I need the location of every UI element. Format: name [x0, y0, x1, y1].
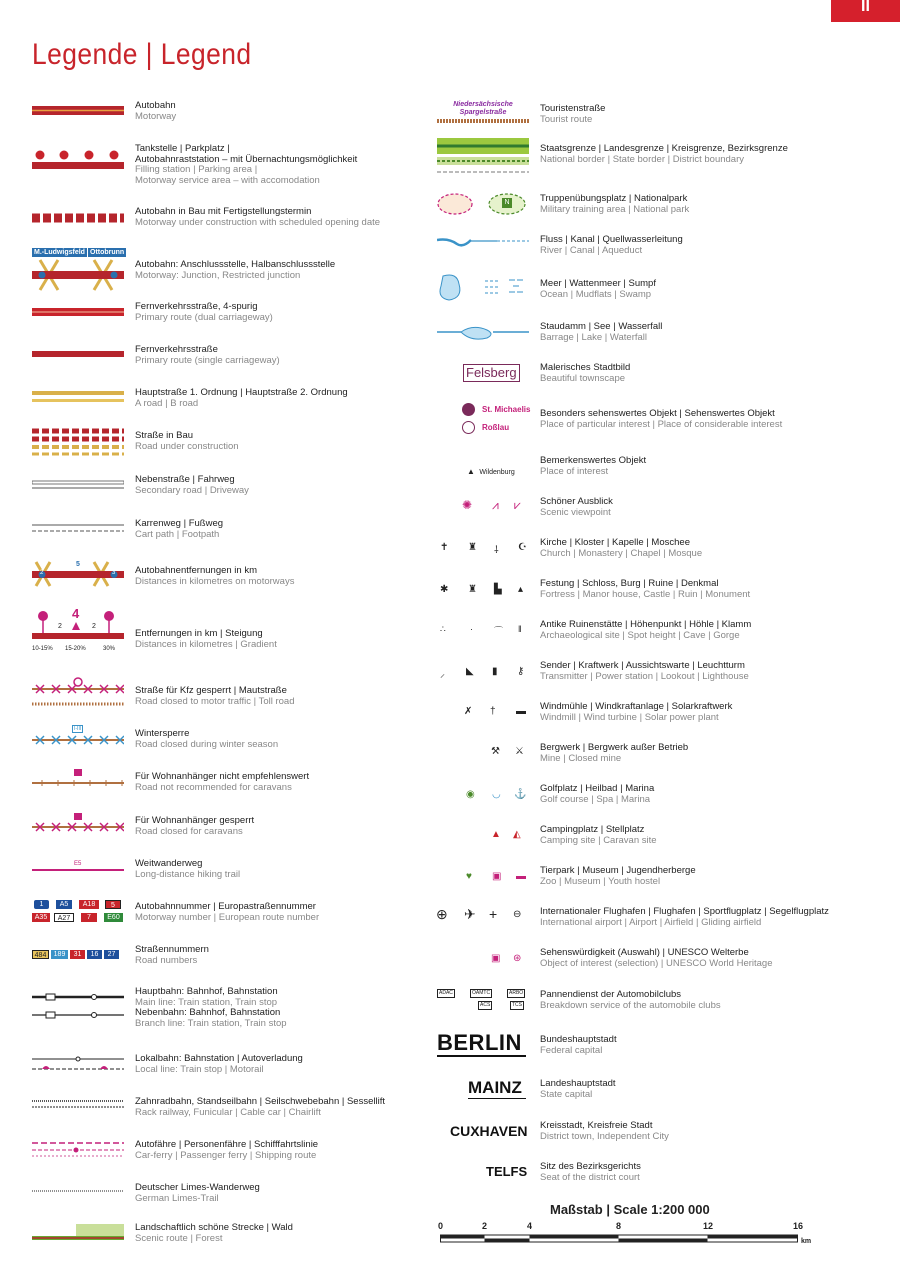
trail-badge: E5 — [74, 861, 82, 867]
hiking-trail-symbol — [32, 860, 124, 874]
river-symbol — [437, 234, 529, 250]
city-berlin: BERLIN — [437, 1030, 522, 1055]
sight-icon: ▣ — [491, 953, 501, 964]
legend-federal-capital: Bundeshauptstadt Federal capital — [540, 1034, 617, 1056]
legend-motorway-distances: Autobahnentfernungen in km Distances in kilometres on motorways — [135, 565, 295, 587]
legend-camping: Campingplatz | Stellplatz Camping site | Caravan site — [540, 824, 657, 846]
legend-mine: Bergwerk | Bergwerk außer Betrieb Mine | Closed mine — [540, 742, 689, 764]
oamtc-badge: ÖAMTC — [472, 990, 491, 996]
legend-motorway: Autobahn Motorway — [135, 100, 177, 122]
route-number-shields — [32, 900, 124, 924]
local-railway-symbol — [32, 1055, 124, 1073]
scale-unit: km — [801, 1238, 812, 1245]
legend-filling-station: Tankstelle | Parkplatz | Autobahnraststation – mit Übernachtungsmöglichkeit Filling station | Parking area | Motorway service area – with accomodation — [135, 143, 358, 186]
caravan-not-recommended-symbol — [32, 768, 124, 788]
acs-badge: ACS — [480, 1002, 491, 1008]
primary-route-dual-symbol — [32, 307, 124, 317]
scale-tick-4: 4 — [527, 1221, 533, 1231]
viewpoint-icon-3: ⩗ — [514, 498, 521, 512]
lookout-icon: ▮ — [492, 666, 498, 677]
junction-label-1: M.-Ludwigsfeld — [34, 249, 85, 256]
rack-railway-symbol — [32, 1098, 124, 1110]
poi-label-2: Roßlau — [482, 423, 510, 432]
cave-icon: ⌒ — [494, 626, 504, 636]
chapel-icon: ⸸ — [494, 545, 499, 556]
shield-a5: A5 — [56, 900, 72, 909]
service-station-symbol — [32, 148, 124, 172]
legend-rack-railway: Zahnradbahn, Standseilbahn | Seilschwebebahn | Sessellift Rack railway, Funicular | Cable car | Chairlift — [135, 1096, 385, 1118]
ruin-icon: ▙ — [494, 584, 502, 595]
spa-icon: ◡ — [492, 789, 501, 800]
gliding-airfield-icon: ⊖ — [513, 909, 522, 920]
shield-16: 16 — [87, 950, 102, 959]
legend-winter-closure: Wintersperre Road closed during winter season — [135, 728, 279, 750]
legend-ocean: Meer | Wattenmeer | Sumpf Ocean | Mudflats | Swamp — [540, 278, 656, 300]
airport-icon: ✈ — [464, 906, 476, 922]
legend-border: Staatsgrenze | Landesgrenze | Kreisgrenze, Bezirksgrenze National border | State border | District boundary — [540, 143, 788, 165]
motorway-distance-symbol — [32, 558, 124, 588]
military-national-park-symbol — [437, 193, 529, 217]
house-icon: ▲ — [467, 467, 475, 476]
legend-route-numbers: Autobahnnummer | Europastraßennummer Motorway number | European route number — [135, 901, 320, 923]
legend-zoo: Tierpark | Museum | Jugendherberge Zoo | Museum | Youth hostel — [540, 865, 696, 887]
object-of-interest-icons — [491, 953, 531, 967]
place-of-interest-small — [467, 461, 527, 476]
windmill-icon: ✗ — [464, 706, 473, 717]
shield-a35: A35 — [32, 913, 50, 922]
junction-symbol — [32, 248, 124, 292]
fortress-icons — [440, 584, 530, 598]
scale-tick-8: 8 — [616, 1221, 622, 1231]
distance-gradient-symbol — [32, 606, 124, 656]
scale-tick-2: 2 — [482, 1221, 488, 1231]
shield-motorway-1: 1 — [34, 900, 49, 909]
scale-title: Maßstab | Scale 1:200 000 — [550, 1202, 710, 1217]
legend-motorway-construction: Autobahn in Bau mit Fertigstellungstermin Motorway under construction with scheduled opening date — [135, 206, 381, 228]
legend-transmitter: Sender | Kraftwerk | Aussichtswarte | Leuchtturm Transmitter | Power station | Lookout | Lighthouse — [540, 660, 749, 682]
page-title: Legende | Legend — [32, 38, 252, 71]
youth-hostel-icon: ▬ — [516, 871, 526, 882]
legend-junction: Autobahn: Anschlussstelle, Halbanschlussstelle Motorway: Junction, Restricted junction — [135, 259, 336, 281]
viewpoint-icon: ✺ — [462, 498, 473, 512]
gradient-2: 15-20% — [65, 646, 86, 652]
shield-e60: E60 — [104, 913, 123, 922]
distance-num-2: 5 — [76, 561, 80, 568]
power-station-icon: ◣ — [466, 666, 474, 677]
page-tab: II — [831, 0, 900, 22]
viewpoint-icons — [462, 498, 532, 514]
legend-local-railway: Lokalbahn: Bahnstation | Autoverladung Local line: Train stop | Motorail — [135, 1053, 303, 1075]
spot-height-icon: · — [470, 624, 473, 634]
shield-27: 27 — [104, 950, 119, 959]
distance-main: 4 — [72, 606, 80, 621]
fortress-icon: ✱ — [440, 584, 449, 595]
winter-badge: I-III — [74, 726, 82, 732]
legend-road-closed: Straße für Kfz gesperrt | Mautstraße Road closed to motor traffic | Toll road — [135, 685, 295, 707]
camping-icon: ▲ — [491, 829, 501, 840]
transmitter-icon: ⸝ — [440, 669, 445, 680]
caravan-site-icon: ◭ — [513, 829, 521, 840]
legend-breakdown: Pannendienst der Automobilclubs Breakdown service of the automobile clubs — [540, 989, 721, 1011]
wildenburg-label: Wildenburg — [479, 469, 515, 476]
legend-distances-gradient: Entfernungen in km | Steigung Distances in kilometres | Gradient — [135, 628, 277, 650]
distance-num-b: 2 — [92, 623, 96, 630]
legend-a-road: Hauptstraße 1. Ordnung | Hauptstraße 2. Ordnung A road | B road — [135, 387, 348, 409]
archaeological-icon: ∴ — [440, 624, 446, 634]
legend-road-construction: Straße in Bau Road under construction — [135, 430, 239, 452]
gradient-1: 10-15% — [32, 646, 53, 652]
border-symbol — [437, 138, 529, 176]
legend-ferry: Autofähre | Personenfähre | Schifffahrtslinie Car-ferry | Passenger ferry | Shipping route — [135, 1139, 319, 1161]
city-telfs: TELFS — [486, 1164, 528, 1179]
scale-tick-0: 0 — [438, 1221, 444, 1231]
limes-trail-symbol — [32, 1188, 124, 1194]
church-icons — [440, 542, 530, 556]
lake-symbol — [437, 322, 529, 342]
scale-tick-16: 16 — [793, 1221, 804, 1231]
distance-num-3: 3 — [112, 570, 116, 576]
shield-5: 5 — [105, 900, 121, 909]
zoo-icons — [466, 871, 536, 885]
legend-viewpoint: Schöner Ausblick Scenic viewpoint — [540, 496, 613, 518]
junction-label-2: Ottobrunn — [90, 249, 125, 256]
legend-caravan-not-recommended: Für Wohnanhänger nicht empfehlenswert Road not recommended for caravans — [135, 771, 310, 793]
legend-primary-dual: Fernverkehrsstraße, 4-spurig Primary route (dual carriageway) — [135, 301, 273, 323]
winter-closure-symbol — [32, 725, 124, 747]
church-icon: ✝ — [440, 542, 449, 553]
legend-limes-trail: Deutscher Limes-Wanderweg German Limes-Trail — [135, 1182, 260, 1204]
shield-189: 189 — [51, 950, 68, 959]
airfield-icon: + — [489, 906, 498, 922]
legend-caravan-closed: Für Wohnanhänger gesperrt Road closed for caravans — [135, 815, 255, 837]
archaeological-icons — [440, 624, 530, 638]
legend-primary: Fernverkehrsstraße Primary route (single carriageway) — [135, 344, 280, 366]
shield-484: 484 — [32, 950, 49, 959]
golf-icons — [466, 789, 536, 803]
place-of-interest-symbol — [462, 403, 542, 437]
legend-object-of-interest: Sehenswürdigkeit (Auswahl) | UNESCO Welterbe Object of interest (selection) | UNESCO World Heritage — [540, 947, 773, 969]
museum-icon: ▣ — [492, 871, 502, 882]
solar-plant-icon: ▬ — [516, 706, 526, 717]
legend-place-of-interest: Bemerkenswertes Objekt Place of interest — [540, 455, 647, 477]
gradient-3: 30% — [103, 646, 116, 652]
national-park-badge: N — [502, 198, 512, 208]
ferry-symbol — [32, 1138, 124, 1158]
shield-a18: A18 — [79, 900, 99, 909]
shield-31: 31 — [70, 950, 85, 959]
tcs-badge: TCS — [512, 1002, 522, 1008]
road-construction-symbol — [32, 428, 124, 456]
windmill-icons — [464, 706, 534, 720]
city-cuxhaven: CUXHAVEN — [450, 1123, 528, 1139]
legend-airport: Internationaler Flughafen | Flughafen | Sportflugplatz | Segelflugplatz International airport | Airport | Airfield | Gliding airfield — [540, 906, 829, 928]
zoo-icon: ♥ — [466, 871, 472, 882]
road-closed-symbol — [32, 676, 124, 708]
monastery-icon: ♜ — [468, 542, 477, 553]
golf-icon: ◉ — [466, 789, 475, 800]
legend-tourist-route: Touristenstraße Tourist route — [540, 103, 606, 125]
legend-secondary-road: Nebenstraße | Fahrweg Secondary road | Driveway — [135, 474, 249, 496]
legend-golf: Golfplatz | Heilbad | Marina Golf course | Spa | Marina — [540, 783, 655, 805]
distance-num-a: 2 — [58, 623, 62, 630]
primary-route-symbol — [32, 350, 124, 358]
mosque-icon: ☪ — [518, 542, 527, 553]
legend-road-numbers: Straßennummern Road numbers — [135, 944, 209, 966]
legend-archaeological: Antike Ruinenstätte | Höhenpunkt | Höhle | Klamm Archaeological site | Spot height | Cave | Gorge — [540, 619, 752, 641]
monument-icon: ▴ — [518, 584, 524, 595]
legend-hiking-trail: Weitwanderweg Long-distance hiking trail — [135, 858, 241, 880]
mine-icon: ⚒ — [491, 746, 500, 757]
closed-mine-icon: ⚔ — [515, 746, 524, 757]
legend-district-court: Sitz des Bezirksgerichts Seat of the district court — [540, 1161, 641, 1183]
caravan-closed-symbol — [32, 812, 124, 834]
wind-turbine-icon: † — [490, 706, 496, 717]
shield-a27: A27 — [54, 913, 74, 922]
legend-state-capital: Landeshauptstadt State capital — [540, 1078, 616, 1100]
legend-lake: Staudamm | See | Wasserfall Barrage | Lake | Waterfall — [540, 321, 663, 343]
distance-num-1: 2 — [40, 570, 44, 576]
airport-icons — [436, 906, 536, 926]
legend-fortress: Festung | Schloss, Burg | Ruine | Denkmal Fortress | Manor house, Castle | Ruin | Monument — [540, 578, 751, 600]
mine-icons — [491, 746, 531, 760]
international-airport-icon: ⊕ — [436, 906, 448, 922]
road-number-shields — [32, 950, 124, 960]
viewpoint-icon-2: ⩘ — [492, 498, 499, 512]
breakdown-clubs — [437, 989, 529, 1013]
castle-icon: ♜ — [468, 584, 477, 595]
motorway-symbol — [32, 104, 124, 118]
transmitter-icons — [440, 666, 530, 680]
legend-military-area: Truppenübungsplatz | Nationalpark Military training area | National park — [540, 193, 690, 215]
legend-church: Kirche | Kloster | Kapelle | Moschee Church | Monastery | Chapel | Mosque — [540, 537, 703, 559]
legend-cart-path: Karrenweg | Fußweg Cart path | Footpath — [135, 518, 224, 540]
tourist-route-symbol — [437, 101, 529, 125]
townscape-label: Felsberg — [463, 364, 520, 382]
legend-windmill: Windmühle | Windkraftanlage | Solarkraftwerk Windmill | Wind turbine | Solar power plant — [540, 701, 733, 723]
secondary-road-symbol — [32, 480, 124, 490]
motorway-construction-symbol — [32, 211, 124, 225]
railway-symbol — [32, 990, 124, 1020]
poi-label-1: St. Michaelis — [482, 405, 531, 414]
a-road-b-road-symbol — [32, 390, 124, 404]
scenic-route-symbol — [32, 1224, 124, 1242]
shield-7: 7 — [81, 913, 97, 922]
cart-path-symbol — [32, 523, 124, 533]
tourist-label-1: Niedersächsische — [453, 101, 513, 108]
adac-badge: ADAC — [439, 990, 453, 996]
gorge-icon: ǁ — [518, 624, 522, 634]
legend-river: Fluss | Kanal | Quellwasserleitung River | Canal | Aqueduct — [540, 234, 683, 256]
marina-icon: ⚓ — [514, 789, 527, 800]
lighthouse-icon: ⚷ — [517, 666, 525, 677]
unesco-icon: ⊛ — [513, 953, 522, 964]
city-mainz: MAINZ — [468, 1078, 522, 1097]
tourist-label-2: Spargelstraße — [459, 109, 507, 116]
legend-district-town: Kreisstadt, Kreisfreie Stadt District town, Independent City — [540, 1120, 669, 1142]
arbo-badge: ARBÖ — [509, 990, 524, 996]
legend-place-particular-interest: Besonders sehenswertes Objekt | Sehenswertes Objekt Place of particular interest | Place of considerable interest — [540, 408, 783, 430]
legend-scenic-route: Landschaftlich schöne Strecke | Wald Scenic route | Forest — [135, 1222, 293, 1244]
scale-bar — [440, 1234, 800, 1244]
legend-townscape: Malerisches Stadtbild Beautiful townscape — [540, 362, 631, 384]
scale-tick-12: 12 — [703, 1221, 714, 1231]
ocean-symbol — [437, 272, 529, 302]
legend-railway: Hauptbahn: Bahnhof, Bahnstation Main line: Train station, Train stop Nebenbahn: Bahnhof, Bahnstation Branch line: Train station, Train stop — [135, 986, 287, 1029]
camping-icons — [491, 829, 531, 843]
